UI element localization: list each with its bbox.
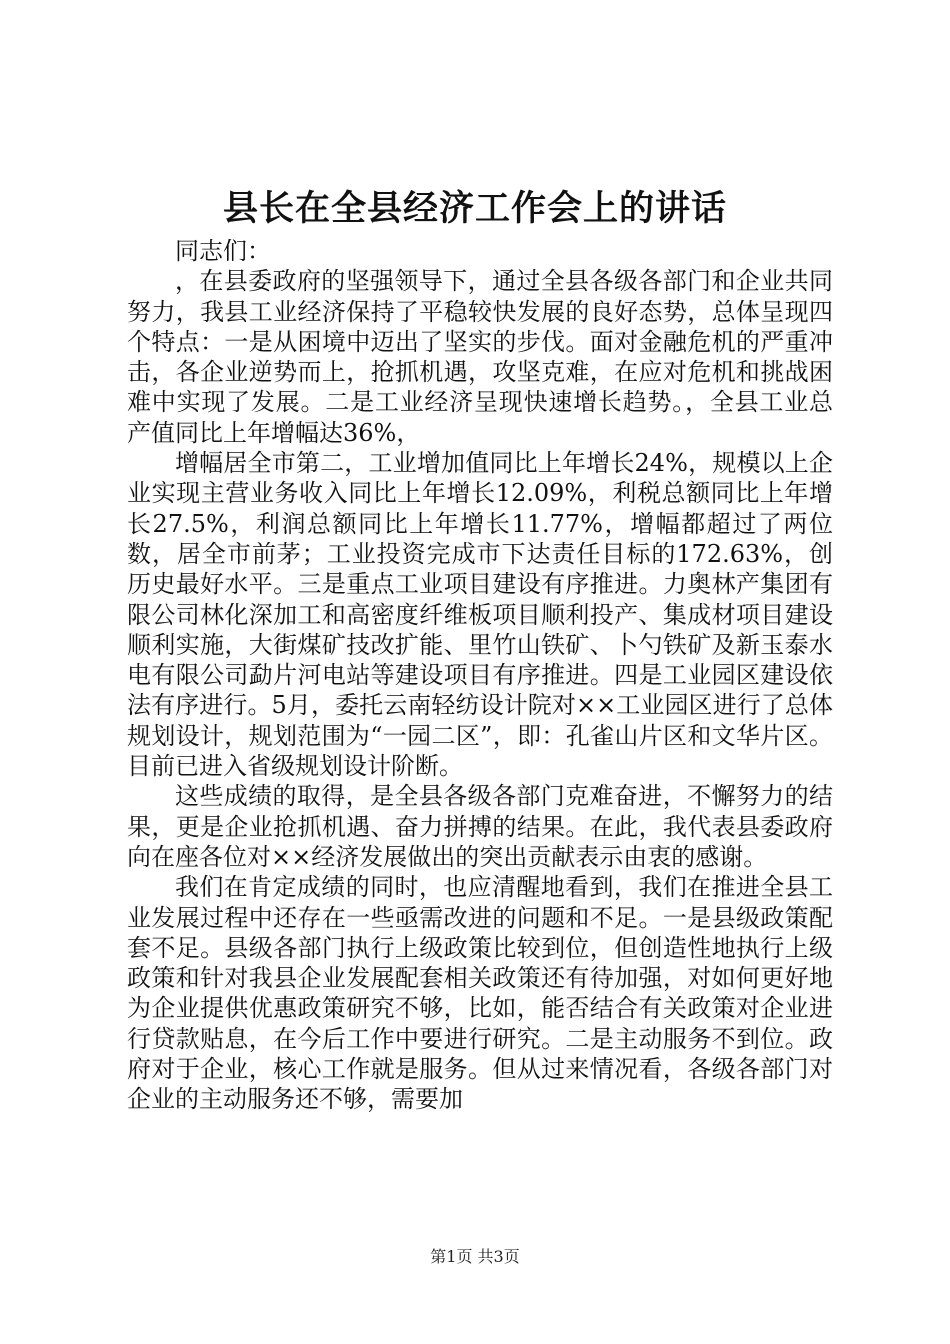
paragraph-1: ，在县委政府的坚强领导下，通过全县各级各部门和企业共同努力，我县工业经济保持了平稳较快发展的良好态势，总体呈现四个特点：一是从困境中迈出了坚实的步伐。面对金融危机的严重冲击，各企业逆势而上，抢抓机遇，攻坚克难，在应对危机和挑战困难中实现了发展。二是工业经济呈现快速增长趋势。，全县工业总产值同比上年增幅达36%， [127,267,833,447]
document-body [127,236,833,1115]
paragraph-4: 我们在肯定成绩的同时，也应清醒地看到，我们在推进全县工业发展过程中还存在一些亟需改进的问题和不足。一是县级政策配套不足。县级各部门执行上级政策比较到位，但创造性地执行上级政策和针对我县企业发展配套相关政策还有待加强，对如何更好地为企业提供优惠政策研究不够，比如，能否结合有关政策对企业进行贷款贴息，在今后工作中要进行研究。二是主动服务不到位。政府对于企业，核心工作就是服务。但从过来情况看，各级各部门对企业的主动服务还不够，需要加 [127,873,833,1114]
page-footer: 第1页 共3页 [430,1247,520,1266]
paragraph-2: 增幅居全市第二，工业增加值同比上年增长24%，规模以上企业实现主营业务收入同比上年增长12.09%，利税总额同比上年增长27.5%，利润总额同比上年增长11.77%，增幅都超过了两位数，居全市前茅；工业投资完成市下达责任目标的172.63%，创历史最好水平。三是重点工业项目建设有序推进。力奥林产集团有限公司林化深加工和高密度纤维板项目顺利投产、集成材项目建设顺利实施，大街煤矿技改扩能、里竹山铁矿、卜勺铁矿及新玉泰水电有限公司勐片河电站等建设项目有序推进。四是工业园区建设依法有序进行。5月，委托云南轻纺设计院对××工业园区进行了总体规划设计，规划范围为“一园二区”，即：孔雀山片区和文华片区。目前已进入省级规划设计阶断。 [127,449,833,781]
document-title: 县长在全县经济工作会上的讲话 [222,188,727,229]
paragraph-3: 这些成绩的取得，是全县各级各部门克难奋进，不懈努力的结果，更是企业抢抓机遇、奋力拼搏的结果。在此，我代表县委政府向在座各位对××经济发展做出的突出贡献表示由衷的感谢。 [127,782,833,871]
greeting-line: 同志们： [175,237,271,265]
